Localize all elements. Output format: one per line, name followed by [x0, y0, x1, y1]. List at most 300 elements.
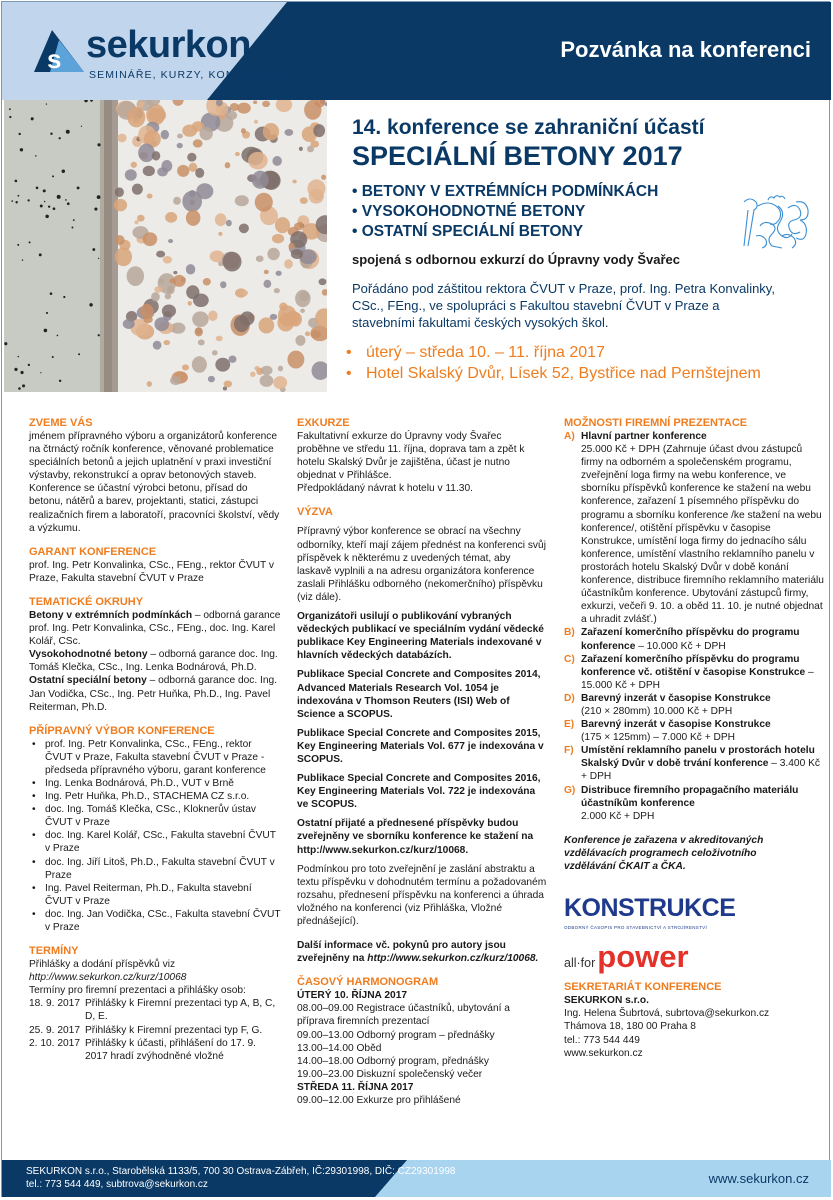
publication-note: Ostatní přijaté a přednesené příspěvky budou zveřejněny ve sborníku konference ke stažení na http://www.sekurkon.cz/kurz/10068.	[297, 818, 534, 856]
aggregate-stone	[248, 152, 268, 170]
air-pore	[63, 296, 65, 298]
section-heading-exkurze: EXKURZE	[297, 417, 350, 429]
accreditation-note: Konference je zařazena v akreditovaných vzdělávacích programech celoživotního vzdělávání ČKAIT a ČKA.	[564, 834, 764, 872]
section-heading-okruhy: TEMATICKÉ OKRUHY	[29, 595, 144, 608]
publication-note: Publikace Special Concrete and Composites 2014, Advanced Materials Research Vol. 1054 je indexována v Thomson Reuters (ISI) Web of Science a SCOPUS.	[297, 669, 541, 720]
aggregate-stone	[260, 375, 274, 387]
aggregate-stone	[225, 162, 231, 168]
committee-member: • doc. Ing. Tomáš Klečka, CSc., Kloknerův ústav ČVUT v Praze	[29, 803, 281, 829]
aggregate-stone	[187, 153, 196, 162]
air-pore	[77, 186, 80, 189]
air-pore	[22, 384, 25, 387]
aggregate-stone	[115, 235, 125, 245]
option-key: C)	[564, 653, 575, 665]
svg-text:s: s	[47, 44, 62, 74]
aggregate-stone	[192, 311, 209, 327]
schedule-item: 19.00–23.00 Diskuzní společenský večer	[297, 1068, 483, 1080]
patronage-text: Pořádáno pod záštitou rektora ČVUT v Praze, prof. Ing. Petra Konvalinky, CSc., FEng., ve spolupráci s Fakultou stavební ČVUT v Praze a stavebními fakultami českých vysokých škol.	[352, 281, 775, 330]
deadline-date: 2. 10. 2017	[29, 1037, 80, 1049]
aggregate-stone	[255, 193, 273, 212]
aggregate-stone	[220, 281, 226, 288]
aggregate-stone	[177, 165, 189, 177]
footer-contact	[26, 1166, 456, 1191]
committee-member: • doc. Ing. Jiří Litoš, Ph.D., Fakulta stavební ČVUT v Praze	[29, 856, 281, 882]
aggregate-stone	[137, 215, 145, 222]
aggregate-stone	[270, 314, 277, 320]
exkurze-return: Předpokládaný návrat k hotelu v 11.30.	[297, 483, 473, 495]
aggregate-stone	[253, 100, 257, 104]
aggregate-stone	[186, 210, 201, 226]
option-title: Hlavní partner konference	[581, 431, 707, 442]
aggregate-stone	[132, 184, 143, 195]
air-pore	[27, 199, 29, 201]
option-title: Zařazení komerčního příspěvku do programu konference vč. otištění v časopise Konstrukce	[581, 653, 806, 678]
aggregate-stone	[134, 220, 138, 224]
garant-text: prof. Ing. Petr Konvalinka, CSc., FEng., rektor ČVUT v Praze, Fakulta stavební ČVUT v Praze	[29, 559, 274, 584]
sekretariat-line: Thámova 18, 180 00 Praha 8	[564, 1021, 696, 1033]
air-pore	[39, 253, 42, 256]
aggregate-stone	[182, 364, 189, 370]
aggregate-stone	[294, 222, 304, 230]
option-key: F)	[564, 745, 574, 757]
aggregate-stone	[167, 285, 175, 294]
air-pore	[18, 387, 21, 390]
air-pore	[98, 334, 100, 336]
logo-tagline: SEMINÁŘE, KURZY, KONFERENCE	[89, 69, 293, 81]
aggregate-stone	[143, 166, 155, 176]
aggregate-stone	[237, 103, 251, 114]
aggregate-stone	[282, 312, 287, 317]
air-pore	[9, 108, 11, 110]
aggregate-stone	[224, 381, 233, 388]
deadline-date: 18. 9. 2017	[29, 998, 80, 1010]
air-pore	[48, 206, 50, 208]
info-link[interactable]: http://www.sekurkon.cz/kurz/10068.	[367, 953, 539, 965]
aggregate-stone	[242, 290, 248, 295]
aggregate-stone	[143, 316, 153, 323]
aggregate-stone	[241, 128, 246, 133]
option-key: G)	[564, 784, 576, 796]
aggregate-stone	[275, 217, 290, 233]
aggregate-stone	[226, 220, 232, 227]
option-item	[564, 626, 826, 652]
aggregate-stone	[198, 339, 205, 345]
deadline-text: Přihlášky k účasti, přihlášení do 17. 9. 2017 hradí zvýhodněné vložné	[85, 1037, 257, 1062]
air-pore	[17, 195, 19, 197]
air-pore	[44, 201, 46, 203]
aggregate-stone	[157, 167, 168, 176]
okruh-name: Vysokohodnotné betony	[29, 649, 148, 661]
air-pore	[50, 133, 52, 135]
day2-title: STŘEDA 11. ŘÍJNA 2017	[297, 1081, 414, 1093]
option-text: – 3.400 Kč + DPH	[581, 758, 820, 783]
air-pore	[65, 199, 67, 201]
air-pore	[94, 207, 97, 210]
option-text: – 10.000 Kč + DPH	[635, 640, 726, 652]
aggregate-stone	[256, 255, 264, 262]
aggregate-stone	[262, 101, 270, 107]
aggregate-stone	[235, 195, 249, 206]
aggregate-stone	[261, 366, 273, 375]
air-pore	[40, 204, 43, 207]
air-pore	[43, 189, 46, 192]
day1-title: ÚTERÝ 10. ŘÍJNA 2017	[297, 990, 408, 1002]
air-pore	[29, 241, 31, 243]
column-middle	[297, 417, 547, 1107]
aggregate-stone	[115, 187, 124, 197]
air-pore	[18, 356, 20, 358]
air-pore	[97, 143, 100, 146]
konstrukce-tagline: ODBORNÝ ČASOPIS PRO STAVEBNICTVÍ A STROJÍRENSTVÍ	[564, 925, 708, 931]
aggregate-stone	[235, 152, 240, 156]
sekurkon-triangle-icon	[32, 28, 86, 74]
aggregate-stone	[263, 123, 279, 140]
power-wordmark: power	[597, 939, 689, 975]
air-pore	[15, 201, 17, 203]
air-pore	[57, 195, 61, 199]
section-heading-sekretariat: SEKRETARIÁT KONFERENCE	[564, 981, 722, 994]
footer-website-link[interactable]: www.sekurkon.cz	[708, 1171, 809, 1186]
aggregate-stone	[125, 169, 137, 181]
conference-title: SPECIÁLNÍ BETONY 2017	[352, 141, 683, 171]
aggregate-stone	[272, 234, 284, 244]
option-text: (175 × 125mm) – 7.000 Kč + DPH	[581, 732, 736, 744]
presentation-options	[564, 430, 826, 823]
air-pore	[20, 148, 23, 151]
schedule-item: 08.00–09.00 Registrace účastníků, ubytování a příprava firemních prezentací	[297, 1003, 510, 1028]
aggregate-stone	[154, 286, 162, 292]
air-pore	[36, 187, 39, 190]
option-text: (210 × 280mm) 10.000 Kč + DPH	[581, 705, 733, 717]
air-pore	[78, 353, 80, 355]
option-item	[564, 430, 826, 626]
aggregate-stone	[272, 156, 282, 166]
aggregate-stone	[287, 351, 304, 369]
deadline-text: Přihlášky k Firemní prezentaci typ F, G.	[85, 1024, 263, 1036]
aggregate-stone	[292, 180, 296, 184]
air-pore	[59, 380, 61, 382]
okruh-name: Betony v extrémních podmínkách	[29, 609, 193, 621]
aggregate-stone	[309, 189, 324, 204]
aggregate-stone	[291, 249, 303, 259]
aggregate-stone	[295, 290, 311, 307]
aggregate-stone	[305, 331, 310, 336]
air-pore	[40, 372, 41, 373]
topic-item: • BETONY V EXTRÉMNÍCH PODMÍNKÁCH	[352, 182, 822, 202]
aggregate-stone	[208, 376, 215, 382]
aggregate-stone	[117, 134, 126, 143]
aggregate-stone	[163, 340, 170, 345]
column-left	[29, 417, 281, 1063]
air-pore	[11, 200, 13, 202]
sekretariat-line: tel.: 773 544 449	[564, 1034, 640, 1046]
vyzva-text: Přípravný výbor konference se obrací na všechny odborníky, kteří mají zájem přednést na konferenci svůj příspěvek k některému z uvedených témat, aby laskavě vyplnili a na adresu organizátora konference zaslali Přihlášku odborného (nekomerčního) příspěvku (viz dále).	[297, 526, 546, 603]
air-pore	[73, 219, 75, 221]
option-text: 25.000 Kč + DPH (Zahrnuje účast dvou zástupců firmy na odborném a společenském programu, zveřejnění loga firmy na webu konference, ve sborníku příspěvků konference ke stažení na webu konference, zařazení 1 písemného příspěvku do programu a sborníku konference /ke stažení na webu konference/, otištění příspěvku v časopise Konstrukce, umístění loga firmy do jednacího sálu konference, umístění vlastního reklamního panelu v prostorách hotelu Skalský Dvůr v době konání konference, distribuce firemního reklamního materiálu účastníkům konference. Ubytování zástupců firmy, exkurzi, večeři 9. 10. a oběd 11. 10. je nutné objednat a uhradit zvlášť.)	[581, 444, 824, 626]
section-heading-garant: GARANT KONFERENCE	[29, 545, 157, 558]
topic-item: • VYSOKOHODNOTNÉ BETONY	[352, 202, 822, 222]
deadline-list	[29, 997, 281, 1062]
conference-subtitle: 14. konference se zahraniční účastí	[352, 116, 705, 139]
option-item	[564, 784, 826, 823]
section-heading-moznosti: MOŽNOSTI FIREMNÍ PREZENTACE	[564, 417, 748, 429]
committee-member: • Ing. Lenka Bodnárová, Ph.D., VUT v Brně	[29, 777, 281, 790]
aggregate-stone	[186, 285, 199, 299]
aggregate-stone	[158, 279, 164, 284]
aggregate-stone	[147, 194, 153, 199]
committee-member: • Ing. Pavel Reiterman, Ph.D., Fakulta stavební ČVUT v Praze	[29, 882, 281, 908]
air-pore	[20, 371, 23, 374]
option-title: Barevný inzerát v časopise Konstrukce	[581, 692, 771, 704]
air-pore	[35, 155, 37, 157]
aggregate-stone	[200, 127, 213, 140]
aggregate-stone	[313, 124, 325, 137]
aggregate-stone	[153, 341, 162, 350]
air-pore	[44, 329, 48, 333]
aggregate-stone	[215, 213, 227, 226]
publication-note: Publikace Special Concrete and Composites 2015, Key Engineering Materials Vol. 677 je indexována v SCOPUS.	[297, 727, 544, 765]
aggregate-stone	[250, 372, 255, 377]
aggregate-stone	[188, 301, 192, 306]
section-heading-harmonogram: ČASOVÝ HARMONOGRAM	[297, 976, 439, 989]
option-text: – 15.000 Kč + DPH	[581, 666, 814, 691]
aggregate-stone	[173, 197, 181, 205]
aggregate-stone	[295, 335, 305, 346]
air-pore	[62, 169, 65, 172]
excursion-line: spojená s odbornou exkurzí do Úpravny vody Švařec	[352, 252, 680, 267]
aggregate-stone	[148, 108, 166, 123]
terminy-link[interactable]: http://www.sekurkon.cz/kurz/10068	[29, 972, 187, 984]
sekretariat-line[interactable]: www.sekurkon.cz	[564, 1047, 643, 1059]
topic-item: • OSTATNÍ SPECIÁLNÍ BETONY	[352, 222, 822, 242]
aggregate-stone	[208, 310, 217, 321]
air-pore	[52, 175, 54, 177]
aggregate-stone	[182, 124, 197, 136]
option-key: E)	[564, 719, 575, 731]
concrete-texture-image	[4, 100, 327, 392]
air-pore	[22, 259, 23, 260]
okruh-text: – odborná garance doc. Ing. Tomáš Klečka, CSc., Ing. Lenka Bodnárová, Ph.D.	[29, 649, 278, 674]
air-pore	[71, 227, 73, 229]
aggregate-stone	[163, 256, 172, 264]
aggregate-stone	[151, 292, 160, 301]
aggregate-stone	[276, 271, 282, 276]
aggregate-stone	[203, 278, 211, 285]
konstrukce-wordmark: KONSTRUKCE	[564, 894, 736, 923]
aggregate-stone	[273, 376, 287, 389]
aggregate-stone	[173, 271, 177, 274]
committee-member: • Ing. Petr Huňka, Ph.D., STACHEMA CZ s.r.o.	[29, 790, 281, 803]
event-date: • úterý – středa 10. – 11. října 2017	[346, 342, 822, 363]
aggregate-stone	[223, 252, 242, 272]
aggregate-stone	[152, 151, 160, 160]
aggregate-stone	[177, 134, 183, 139]
air-pore	[98, 258, 99, 259]
air-pore	[14, 368, 17, 371]
okruh-item	[29, 609, 281, 648]
option-key: D)	[564, 692, 575, 704]
aggregate-stone	[267, 248, 279, 260]
aggregate-stone	[216, 336, 223, 342]
aggregate-stone	[169, 279, 175, 284]
aggregate-stone	[218, 232, 222, 236]
air-pore	[97, 195, 101, 199]
aggregate-stone	[239, 223, 249, 233]
aggregate-stone	[115, 247, 132, 266]
aggregate-stone	[278, 366, 283, 372]
air-pore	[52, 356, 54, 358]
aggregate-stone	[284, 129, 293, 136]
option-item	[564, 653, 826, 692]
committee-member: • doc. Ing. Karel Kolář, CSc., Fakulta stavební ČVUT v Praze	[29, 829, 281, 855]
exkurze-text: Fakultativní exkurze do Úpravny vody Švařec proběhne ve středu 11. října, doprava tam a zpět k hotelu Skalský Dvůr je zajištěna, účast je nutno objednat v Přihlášce.	[297, 431, 525, 482]
committee-member: • prof. Ing. Petr Konvalinka, CSc., FEng., rektor ČVUT v Praze, Fakulta stavební ČVUT v Praze - předseda přípravného výboru, garant konference	[29, 738, 281, 777]
option-title: Zařazení komerčního příspěvku do programu konference	[581, 627, 800, 652]
publication-note: Publikace Special Concrete and Composites 2016, Key Engineering Materials Vol. 722 je indexována ve SCOPUS.	[297, 773, 541, 811]
aggregate-stone	[258, 317, 274, 333]
aggregate-stone	[154, 317, 169, 331]
air-pore	[4, 342, 7, 345]
all-for-power-logo	[564, 939, 826, 975]
aggregate-stone	[264, 270, 269, 274]
aggregate-stone	[127, 266, 144, 286]
air-pore	[53, 207, 56, 210]
terminy-subtitle: Termíny pro firemní prezentaci a přihlášky osob:	[29, 985, 246, 997]
column-right	[564, 417, 826, 1060]
air-pore	[9, 116, 11, 118]
aggregate-stone	[321, 175, 326, 180]
aggregate-stone	[186, 264, 195, 274]
aggregate-stone	[143, 232, 157, 246]
publication-note: Organizátoři usilují o publikování vybraných vědeckých publikací ve speciálním vydání vědecké publikace Key Engineering Materials indexované v hlavních vědeckých databázích.	[297, 611, 544, 662]
section-heading-vyzva: VÝZVA	[297, 506, 333, 519]
option-text: 2.000 Kč + DPH	[581, 810, 655, 822]
aggregate-stone	[170, 376, 181, 385]
aggregate-stone	[299, 147, 303, 151]
air-pore	[50, 292, 53, 295]
header-banner	[2, 2, 831, 100]
sekretariat-line: Ing. Helena Šubrtová, subrtova@sekurkon.cz	[564, 1008, 770, 1020]
option-item	[564, 718, 826, 744]
aggregate-stone	[123, 319, 135, 329]
sekurkon-logo	[32, 24, 293, 84]
section-heading-zveme: ZVEME VÁS	[29, 417, 93, 429]
air-pore	[46, 103, 47, 104]
condition-text: Podmínkou pro toto zveřejnění je zaslání abstraktu a textu příspěvku v dohodnutém termínu a požadovaném rozsahu, přednesení příspěvku na konferenci a úhrada vložného na konferenci (viz Přihláška, Vložné přednášející).	[297, 863, 547, 927]
air-pore	[15, 180, 18, 183]
okruh-text: – odborná garance doc. Ing. Jan Vodička, CSc., Ing. Petr Huňka, Ph.D., Ing. Pavel Reiterman, Ph.D.	[29, 675, 278, 713]
info-prefix: Další informace vč. pokynů pro autory jsou zveřejněny na	[297, 940, 506, 965]
aggregate-stone	[284, 259, 293, 268]
konstrukce-logo	[564, 895, 826, 934]
aggregate-stone	[195, 327, 203, 336]
aggregate-stone	[310, 140, 319, 147]
footer-banner	[2, 1160, 831, 1197]
option-title: Barevný inzerát v časopise Konstrukce	[581, 719, 771, 731]
option-title: Distribuce firemního propagačního materiálu účastníkům konference	[581, 784, 799, 809]
air-pore	[46, 312, 48, 314]
aggregate-stone	[168, 239, 173, 243]
aggregate-stone	[252, 171, 269, 189]
air-pore	[92, 248, 95, 251]
aggregate-stone	[278, 305, 297, 326]
air-pore	[18, 133, 20, 135]
okruh-item	[29, 648, 281, 674]
air-pore	[17, 244, 19, 246]
okruh-name: Ostatní speciální betony	[29, 675, 147, 687]
aggregate-stone	[156, 251, 165, 258]
aggregate-stone	[114, 199, 127, 211]
aggregate-stone	[131, 162, 137, 168]
info-text	[297, 939, 547, 965]
power-prefix: all·for	[564, 956, 596, 971]
terminy-intro: Přihlášky a dodání příspěvků viz	[29, 959, 176, 971]
aggregate-stone	[240, 311, 254, 325]
deadline-text: Přihlášky k Firemní prezentaci typ A, B, C, D, E.	[85, 998, 276, 1023]
aggregate-stone	[196, 183, 213, 199]
aggregate-stone	[215, 358, 230, 372]
option-item	[564, 744, 826, 783]
committee-member: • doc. Ing. Jan Vodička, CSc., Fakulta stavební ČVUT v Praze	[29, 908, 281, 934]
footer-phone-email: tel.: 773 544 449, subtrova@sekurkon.cz	[26, 1178, 208, 1190]
option-key: A)	[564, 431, 575, 442]
schedule-item: 09.00–12.00 Exkurze pro přihlášené	[297, 1095, 461, 1107]
air-pore	[31, 117, 34, 120]
date-venue-list	[346, 342, 822, 384]
cvut-lion-icon	[738, 192, 814, 252]
footer-address: SEKURKON s.r.o., Starobělská 1133/5, 700 30 Ostrava-Zábřeh, IČ:29301998, DIČ: CZ29301998	[26, 1166, 456, 1177]
aggregate-stone	[147, 381, 152, 387]
okruh-text: – odborná garance prof. Ing. Petr Konvalinka, CSc., FEng., doc. Ing. Karel Kolář, CSc.	[29, 609, 281, 648]
option-item	[564, 692, 826, 718]
header-title: Pozvánka na konferenci	[560, 37, 811, 62]
aggregate-stone	[212, 350, 218, 355]
schedule-item: 09.00–13.00 Odborný program – přednášky	[297, 1029, 495, 1041]
air-pore	[89, 303, 92, 306]
aggregate-stone	[300, 197, 308, 204]
option-title: Umístění reklamního panelu v prostorách hotelu Skalský Dvůr v době trvání konference	[581, 745, 815, 770]
air-pore	[81, 126, 82, 127]
aggregate-stone	[127, 107, 145, 128]
deadline-date: 25. 9. 2017	[29, 1024, 80, 1036]
air-pore	[45, 215, 48, 218]
air-pore	[28, 364, 30, 366]
aggregate-stone	[263, 280, 271, 288]
section-heading-vybor: PŘÍPRAVNÝ VÝBOR KONFERENCE	[29, 724, 215, 737]
sekretariat-company: SEKURKON s.r.o.	[564, 995, 649, 1007]
aggregate-stone	[192, 356, 207, 373]
aggregate-stone	[195, 168, 204, 178]
okruh-item	[29, 674, 281, 713]
air-pore	[67, 202, 70, 205]
event-venue: • Hotel Skalský Dvůr, Lísek 52, Bystřice nad Pernštejnem	[346, 363, 822, 384]
concrete-photo	[4, 100, 327, 392]
aggregate-stone	[162, 305, 176, 318]
air-pore	[57, 335, 59, 337]
aggregate-stone	[254, 120, 258, 124]
aggregate-stone	[161, 130, 169, 140]
section-heading-terminy: TERMÍNY	[29, 945, 79, 958]
aggregate-stone	[229, 355, 237, 362]
aggregate-stone	[274, 288, 280, 293]
air-pore	[66, 130, 70, 134]
aggregate-stone	[289, 243, 295, 250]
aggregate-stone	[165, 212, 177, 223]
committee-list	[29, 738, 281, 934]
aggregate-stone	[177, 143, 183, 148]
air-pore	[59, 137, 61, 139]
aggregate-stone	[138, 143, 155, 162]
